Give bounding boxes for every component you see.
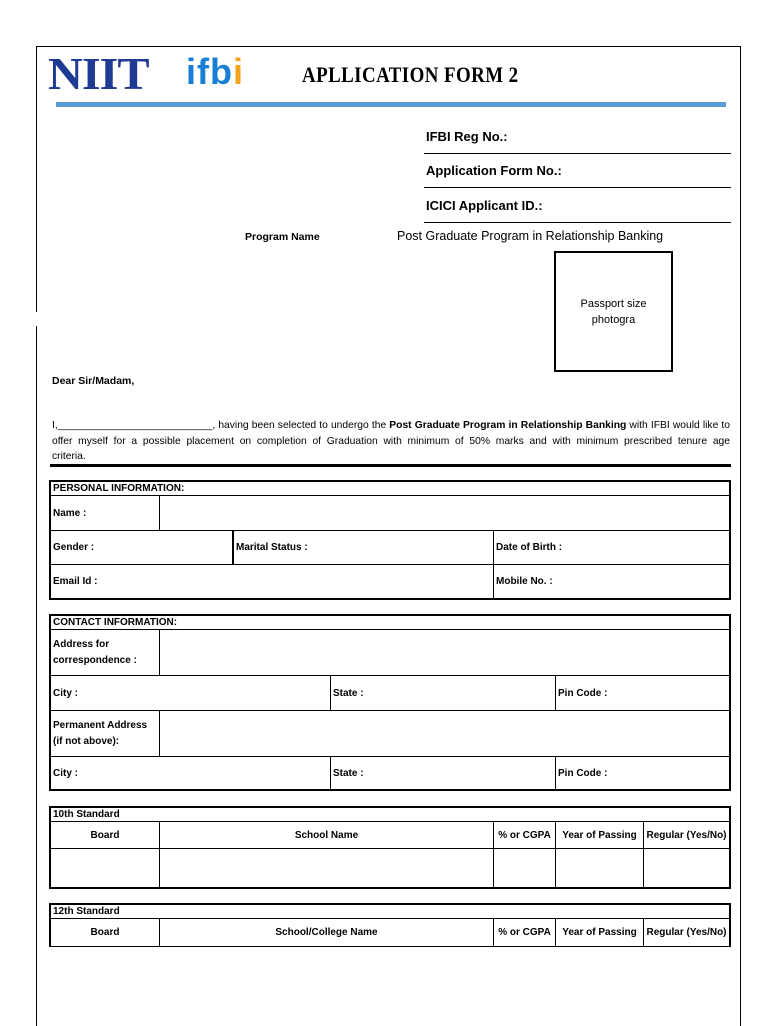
twelfth-col-year: Year of Passing [555, 919, 643, 946]
tenth-data-row [51, 849, 729, 887]
state-field-1[interactable] [330, 676, 555, 710]
city-row-2 [51, 757, 729, 789]
twelfth-standard-section [49, 903, 731, 947]
permanent-address-row [51, 711, 729, 757]
program-name-value: Post Graduate Program in Relationship Banking [397, 229, 664, 243]
icici-applicant-id-field[interactable] [424, 222, 731, 223]
twelfth-standard-title: 12th Standard [51, 905, 729, 919]
twelfth-col-regular: Regular (Yes/No) [643, 919, 729, 946]
correspondence-address-field[interactable] [159, 630, 729, 675]
marital-status-field[interactable] [232, 531, 493, 564]
program-name-label: Program Name [245, 231, 320, 243]
tenth-col-cgpa: % or CGPA [493, 822, 555, 848]
salutation: Dear Sir/Madam, [52, 375, 135, 387]
marital-status-label: Marital Status : [236, 542, 308, 553]
tenth-col-regular: Regular (Yes/No) [643, 822, 729, 848]
pin-code-label: Pin Code : [558, 687, 608, 699]
personal-information-section [49, 480, 731, 600]
niit-logo: NIIT [48, 48, 149, 99]
name-row [51, 496, 729, 531]
name-field[interactable] [159, 496, 729, 530]
city-label: City : [53, 687, 78, 699]
ifbi-reg-field[interactable] [424, 153, 731, 154]
permanent-address-field[interactable] [159, 711, 729, 756]
application-form-no-label: Application Form No.: [426, 163, 562, 178]
tenth-school-name-field[interactable] [159, 849, 493, 887]
ifbi-reg-label: IFBI Reg No.: [426, 129, 508, 144]
application-form-no-field[interactable] [424, 187, 731, 188]
tenth-header-row [51, 822, 729, 849]
twelfth-col-board: Board [90, 927, 120, 938]
icici-applicant-id-label: ICICI Applicant ID.: [426, 198, 543, 213]
city-field-2[interactable] [51, 757, 330, 789]
tenth-year-field[interactable] [555, 849, 643, 887]
tenth-standard-title: 10th Standard [51, 808, 729, 822]
email-field[interactable] [51, 565, 493, 598]
photo-text-line1: Passport size [580, 297, 647, 310]
tenth-col-board: Board [90, 829, 120, 841]
tenth-cgpa-field[interactable] [493, 849, 555, 887]
city-label: City : [53, 767, 78, 779]
state-field-2[interactable] [330, 757, 555, 789]
declaration-paragraph: I,___________________________, having been selected to undergo the Post Graduate Program in Relationship Banking with IFBI would like to offer myself for a possible placement on completion of Graduation with minimum of 50% marks and with minimum prescribed tenure age criteria. [52, 420, 730, 462]
correspondence-address-label: Address for correspondence : [53, 638, 137, 666]
permanent-address-label: Permanent Address (if not above): [53, 719, 148, 747]
photo-text-line2: photogra [591, 313, 636, 326]
mobile-label: Mobile No. : [496, 576, 553, 587]
name-label: Name : [53, 507, 87, 519]
twelfth-col-school-name: School/College Name [159, 919, 493, 946]
ifbi-logo: ifbi [186, 51, 244, 92]
date-of-birth-label: Date of Birth : [496, 542, 563, 553]
pin-code-field-1[interactable] [555, 676, 729, 710]
tenth-col-year: Year of Passing [555, 822, 643, 848]
tenth-standard-section [49, 806, 731, 889]
header-divider [56, 102, 726, 107]
city-row-1 [51, 676, 729, 711]
date-of-birth-field[interactable] [493, 531, 729, 564]
correspondence-address-row [51, 630, 729, 676]
twelfth-col-cgpa: % or CGPA [493, 919, 555, 946]
contact-information-title: CONTACT INFORMATION: [51, 616, 729, 630]
gender-row [51, 531, 729, 565]
frame-gap [35, 312, 38, 326]
city-field-1[interactable] [51, 676, 330, 710]
tenth-col-school-name: School Name [159, 822, 493, 848]
mobile-field[interactable] [493, 565, 729, 598]
pin-code-label: Pin Code : [558, 767, 608, 779]
email-row [51, 565, 729, 598]
tenth-board-field[interactable] [51, 849, 159, 887]
gender-field[interactable] [51, 531, 232, 564]
section-rule [50, 464, 731, 467]
state-label: State : [333, 767, 364, 779]
passport-photo-box[interactable] [554, 251, 673, 372]
gender-label: Gender : [53, 542, 95, 553]
form-title: APLLICATION FORM 2 [302, 62, 519, 87]
twelfth-header-row [51, 919, 729, 946]
pin-code-field-2[interactable] [555, 757, 729, 789]
email-label: Email Id : [53, 576, 98, 587]
tenth-regular-field[interactable] [643, 849, 729, 887]
state-label: State : [333, 687, 364, 699]
personal-information-title: PERSONAL INFORMATION: [51, 482, 729, 496]
contact-information-section [49, 614, 731, 791]
